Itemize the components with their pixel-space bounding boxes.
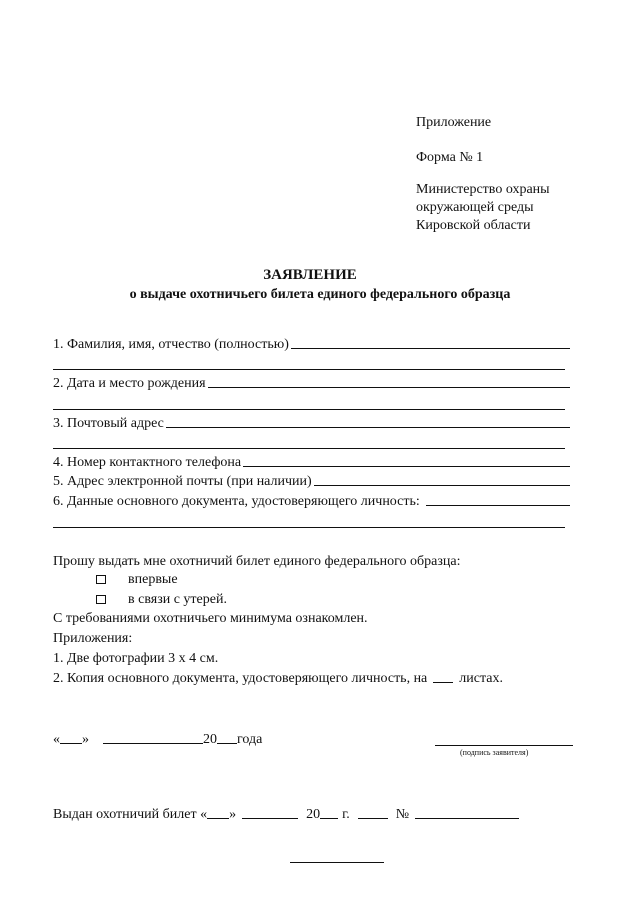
document-subtitle: о выдаче охотничьего билета единого федерального образца [129,287,511,302]
appendix-label: Приложение [416,115,492,130]
document-title: ЗАЯВЛЕНИЕ [263,267,357,283]
field-phone-label: 4. Номер контактного телефона [53,455,242,470]
option-lost-checkbox[interactable] [96,594,106,608]
issued-month-underline[interactable] [242,818,298,819]
issued-day-underline[interactable] [207,818,229,819]
issued-year-underline[interactable] [320,818,338,819]
form-number: Форма № 1 [416,150,484,165]
field-id-document[interactable] [53,495,570,509]
sheets-count-underline[interactable] [433,682,453,683]
full-name-underline[interactable] [291,348,570,349]
date-year-underline[interactable] [217,743,237,744]
issued-line [53,808,519,822]
option-lost-label: в связи с утерей. [128,592,227,607]
number-sign: № [395,807,410,822]
signature-caption: (подпись заявителя) [460,748,529,757]
option-first-time-label: впервые [128,572,178,587]
email-underline[interactable] [314,485,570,486]
date-quote-open: « [53,732,60,747]
field-postal-address[interactable] [53,417,570,431]
field-full-name[interactable] [53,338,570,352]
date-month-underline[interactable] [103,743,203,744]
issued-quote-close: » [229,807,237,822]
field-birth-date-place[interactable] [53,377,570,391]
attachment-1: 1. Две фотографии 3 х 4 см. [53,651,219,666]
issued-year-suffix: г. [342,807,350,822]
date-day-underline[interactable] [60,743,82,744]
field-email[interactable] [53,475,570,489]
date-quote-close: » [82,732,89,747]
id-extra-line[interactable] [53,527,565,528]
bottom-signature-line[interactable] [290,862,384,863]
field-email-label: 5. Адрес электронной почты (при наличии) [53,474,312,489]
option-first-time-checkbox[interactable] [96,574,106,588]
date-year-suffix: года [237,732,263,747]
application-date [53,733,262,747]
attachments-label: Приложения: [53,631,133,646]
id-underline[interactable] [426,505,570,506]
ministry-line-2: окружающей среды [416,200,534,215]
attachment-2-text: 2. Копия основного документа, удостоверяющего личность, на [53,671,428,686]
field-id-label: 6. Данные основного документа, удостоверяющего личность: [53,494,420,509]
attachment-2 [53,672,503,686]
issued-series-underline[interactable] [358,818,388,819]
issued-year-prefix: 20 [306,807,321,822]
full-name-extra-line[interactable] [53,369,565,370]
address-underline[interactable] [166,427,570,428]
field-address-label: 3. Почтовый адрес [53,416,164,431]
date-year-prefix: 20 [203,732,217,747]
birth-extra-line[interactable] [53,409,565,410]
ministry-line-3: Кировской области [416,218,531,233]
issued-label: Выдан охотничий билет « [53,807,208,822]
issued-number-underline[interactable] [415,818,519,819]
attachment-2-suffix: листах. [459,671,503,686]
phone-underline[interactable] [243,466,570,467]
acknowledgement-text: С требованиями охотничьего минимума ознакомлен. [53,611,368,626]
field-phone[interactable] [53,456,570,470]
birth-underline[interactable] [208,387,570,388]
ministry-line-1: Министерство охраны [416,182,550,197]
address-extra-line[interactable] [53,448,565,449]
signature-underline[interactable] [435,745,573,746]
field-birth-label: 2. Дата и место рождения [53,376,206,391]
field-full-name-label: 1. Фамилия, имя, отчество (полностью) [53,337,289,352]
request-intro: Прошу выдать мне охотничий билет единого федерального образца: [53,554,461,569]
